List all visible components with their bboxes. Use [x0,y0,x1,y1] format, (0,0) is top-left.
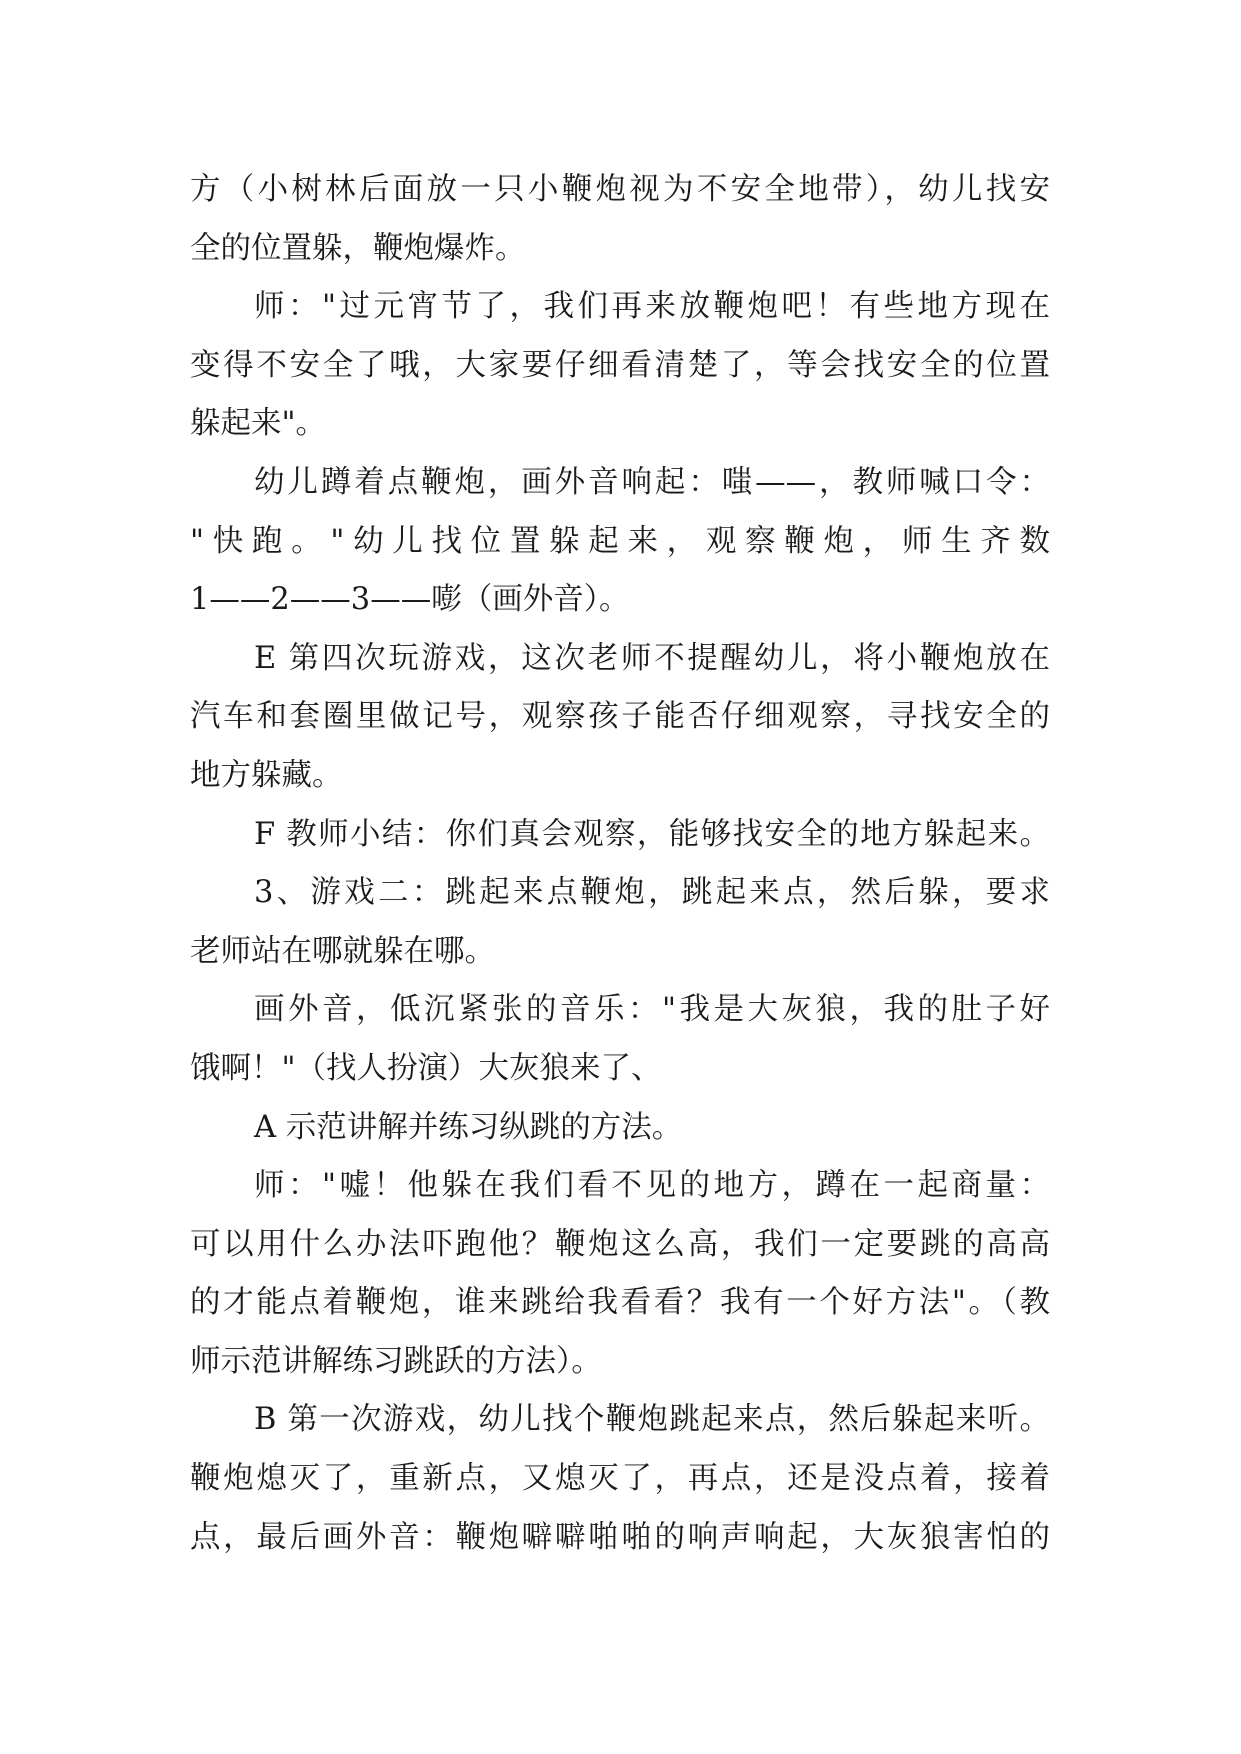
text-line: B 第一次游戏，幼儿找个鞭炮跳起来点，然后躲起来听。 [254,1402,1050,1438]
text-line: A 示范讲解并练习纵跳的方法。 [254,1109,683,1145]
text-line: 全的位置躲，鞭炮爆炸。 [190,230,526,266]
text-line: 汽车和套圈里做记号，观察孩子能否仔细观察，寻找安全的 [190,699,1050,735]
text-line: 1——2——3——嘭（画外音）。 [190,582,630,618]
text-line: 躲起来"。 [190,406,327,442]
text-line: 老师站在哪就躲在哪。 [190,933,495,969]
text-line: 3、游戏二：跳起来点鞭炮，跳起来点，然后躲，要求 [254,875,1050,911]
body-text [190,161,1050,1567]
text-line: 点，最后画外音：鞭炮噼噼啪啪的响声响起，大灰狼害怕的 [190,1519,1050,1555]
text-line: 地方躲藏。 [190,757,343,793]
text-line: F 教师小结：你们真会观察，能够找安全的地方躲起来。 [254,816,1050,852]
text-line: 的才能点着鞭炮，谁来跳给我看看？我有一个好方法"。（教 [190,1285,1050,1321]
text-line: 饿啊！"（找人扮演）大灰狼来了、 [190,1050,662,1086]
text-line: 师："嘘！他躲在我们看不见的地方，蹲在一起商量： [254,1168,1050,1204]
text-line: 师："过元宵节了，我们再来放鞭炮吧！有些地方现在 [254,289,1050,325]
text-line: 方（小树林后面放一只小鞭炮视为不安全地带），幼儿找安 [190,172,1050,207]
text-line: 画外音，低沉紧张的音乐："我是大灰狼，我的肚子好 [254,992,1050,1028]
text-line: "快跑。"幼儿找位置躲起来，观察鞭炮，师生齐数 [190,523,1050,559]
text-line: 师示范讲解练习跳跃的方法）。 [190,1343,602,1379]
text-line: 变得不安全了哦，大家要仔细看清楚了，等会找安全的位置 [190,347,1050,383]
text-line: 可以用什么办法吓跑他？鞭炮这么高，我们一定要跳的高高 [190,1226,1050,1262]
text-line: 鞭炮熄灭了，重新点，又熄灭了，再点，还是没点着，接着 [190,1461,1050,1497]
text-line: 幼儿蹲着点鞭炮，画外音响起：嗤——，教师喊口令： [254,464,1050,500]
text-line: E 第四次玩游戏，这次老师不提醒幼儿，将小鞭炮放在 [254,640,1050,676]
